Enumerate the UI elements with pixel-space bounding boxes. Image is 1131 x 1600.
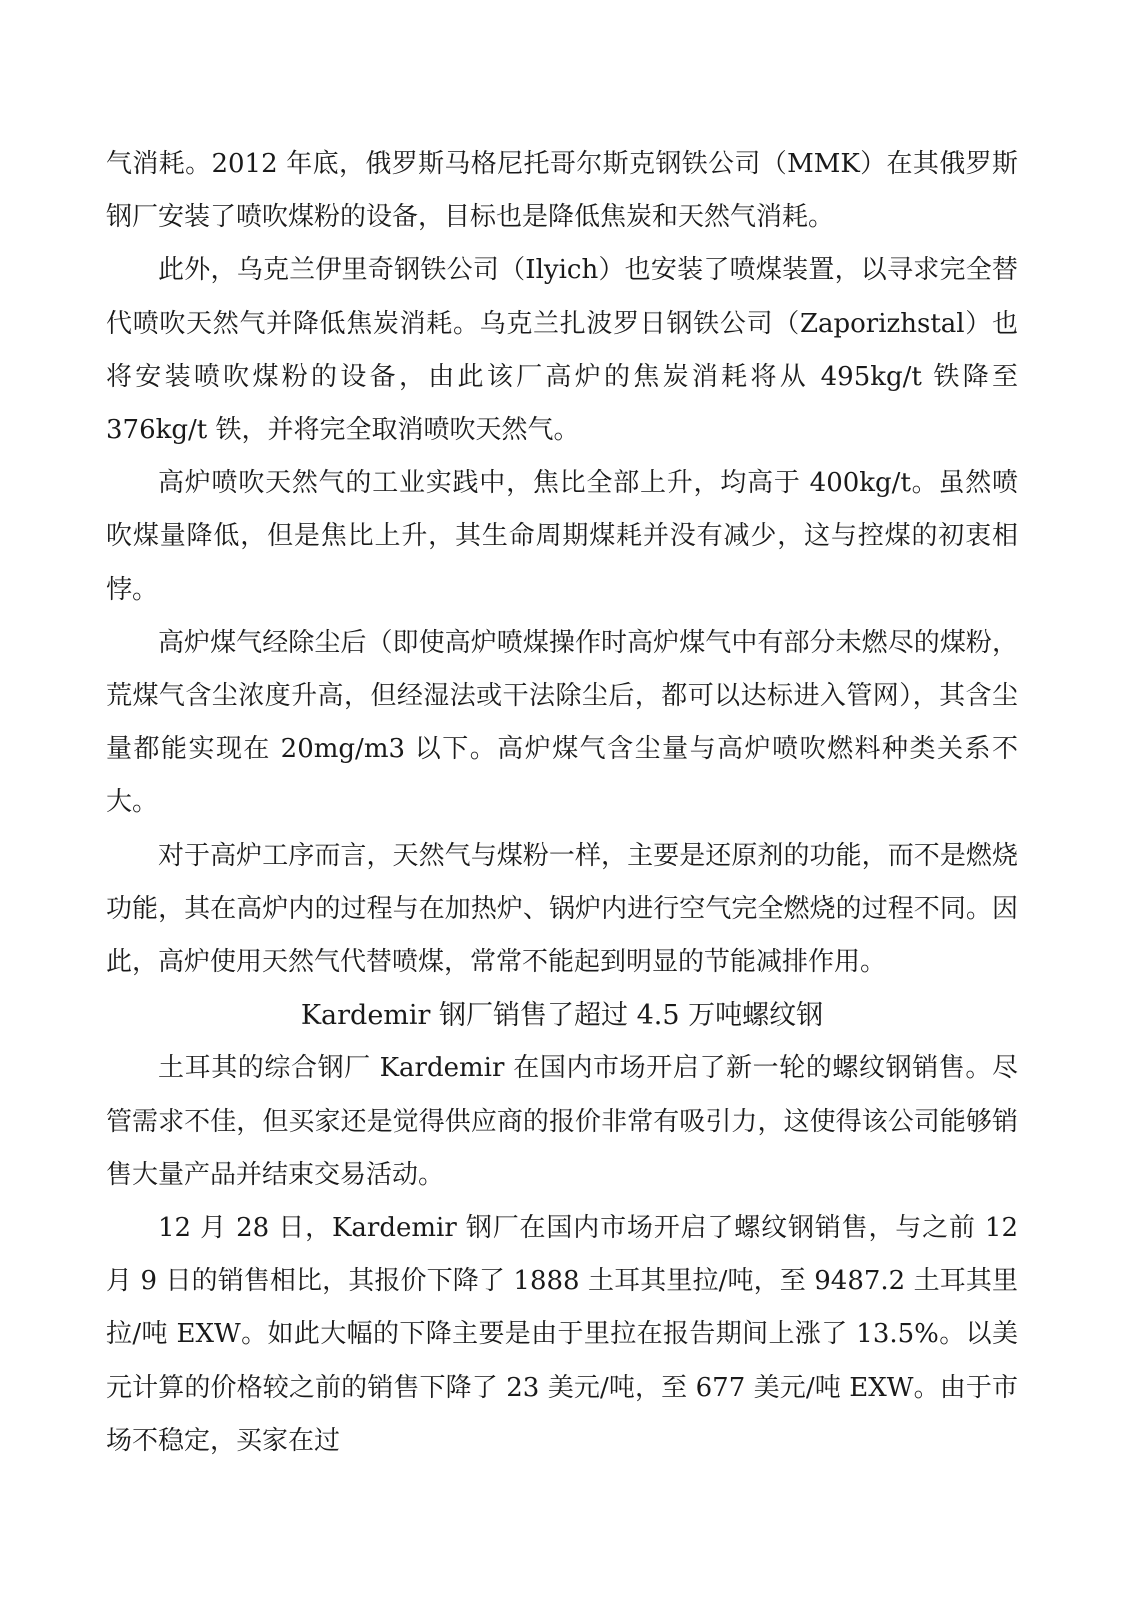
paragraph-ilyich-zaporizhstal: 此外，乌克兰伊里奇钢铁公司（Ilyich）也安装了喷煤装置，以寻求完全替代喷吹天然气并降低焦炭消耗。乌克兰扎波罗日钢铁公司（Zaporizhstal）也将安装喷吹煤粉的设备，由此该厂高炉的焦炭消耗将从 495kg/t 铁降至 376kg/t 铁，并将完全取消喷吹天然气。 bbox=[106, 255, 1018, 446]
paragraph-continuation: 气消耗。2012 年底，俄罗斯马格尼托哥尔斯克钢铁公司（MMK）在其俄罗斯钢厂安装了喷吹煤粉的设备，目标也是降低焦炭和天然气消耗。 bbox=[106, 149, 1018, 233]
paragraph-coke-ratio: 高炉喷吹天然气的工业实践中，焦比全部上升，均高于 400kg/t。虽然喷吹煤量降低，但是焦比上升，其生命周期煤耗并没有减少，这与控煤的初衷相悖。 bbox=[106, 468, 1018, 605]
paragraph-reducing-agent: 对于高炉工序而言，天然气与煤粉一样，主要是还原剂的功能，而不是燃烧功能，其在高炉内的过程与在加热炉、锅炉内进行空气完全燃烧的过程不同。因此，高炉使用天然气代替喷煤，常常不能起到明显的节能减排作用。 bbox=[106, 840, 1018, 978]
paragraph-kardemir-sales: 土耳其的综合钢厂 Kardemir 在国内市场开启了新一轮的螺纹钢销售。尽管需求不佳，但买家还是觉得供应商的报价非常有吸引力，这使得该公司能够销售大量产品并结束交易活动。 bbox=[106, 1053, 1018, 1190]
paragraph-kardemir-price: 12 月 28 日，Kardemir 钢厂在国内市场开启了螺纹钢销售，与之前 12 月 9 日的销售相比，其报价下降了 1888 土耳其里拉/吨，至 9487.2 土耳其里拉/吨 EXW。如此大幅的下降主要是由于里拉在报告期间上涨了 13.5%。以美元计算的价格较之前的销售下降了 23 美元/吨，至 677 美元/吨 EXW。由于市场不稳定，买家在过 bbox=[106, 1213, 1018, 1456]
section-heading: Kardemir 钢厂销售了超过 4.5 万吨螺纹钢 bbox=[300, 1000, 824, 1032]
document-body bbox=[106, 138, 1018, 1468]
paragraph-dust-content: 高炉煤气经除尘后（即使高炉喷煤操作时高炉煤气中有部分未燃尽的煤粉，荒煤气含尘浓度升高，但经湿法或干法除尘后，都可以达标进入管网），其含尘量都能实现在 20mg/m3 以下。高炉煤气含尘量与高炉喷吹燃料种类关系不大。 bbox=[106, 627, 1018, 818]
